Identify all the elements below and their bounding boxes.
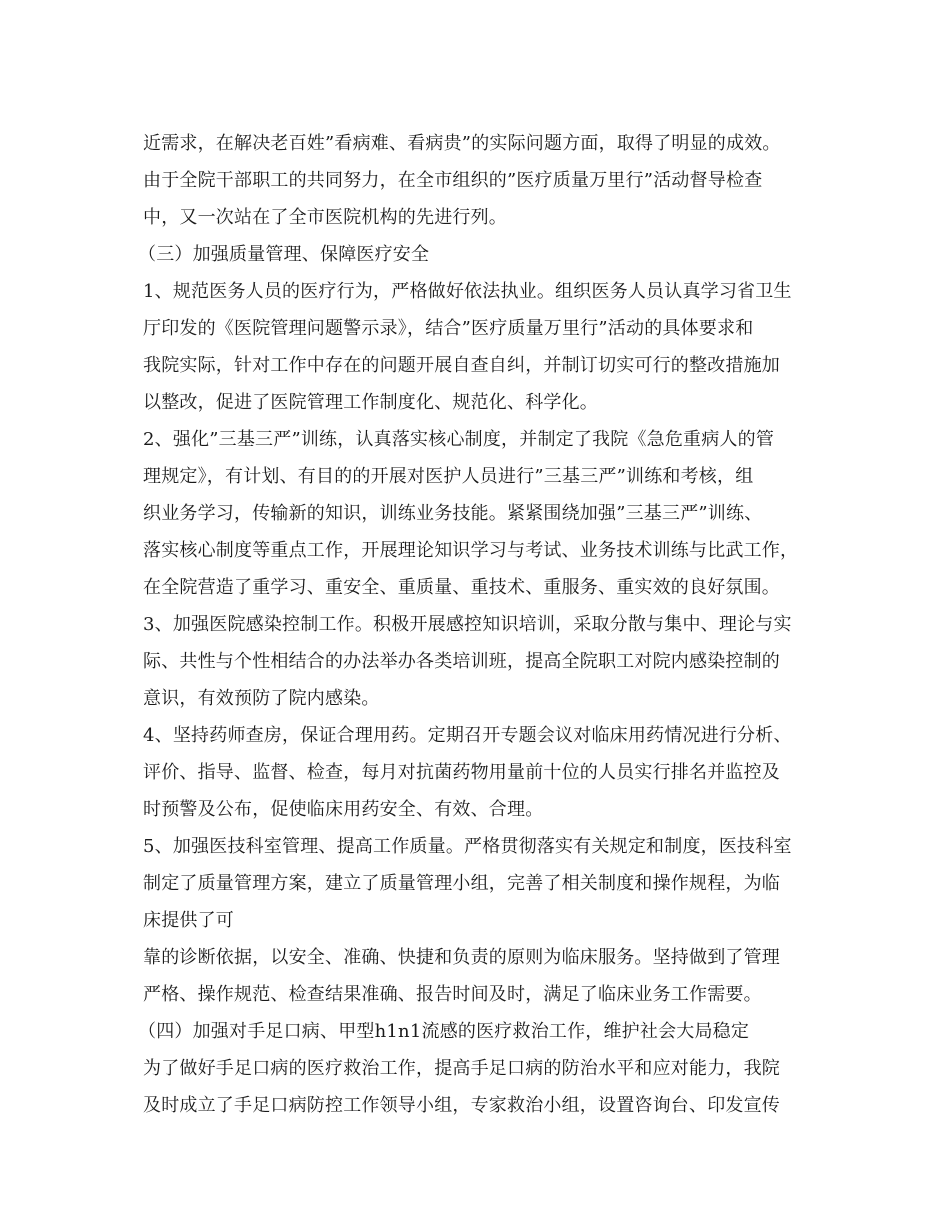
text-line: 评价、指导、监督、检查，每月对抗菌药物用量前十位的人员实行排名并监控及 — [143, 762, 780, 783]
text-line: 意识，有效预防了院内感染。 — [143, 688, 380, 709]
text-line: 严格、操作规范、检查结果准确、报告时间及时，满足了临床业务工作需要。 — [143, 984, 762, 1005]
text-line: 在全院营造了重学习、重安全、重质量、重技术、重服务、重实效的良好氛围。 — [143, 577, 780, 598]
text-line: 近需求，在解决老百姓”看病难、看病贵”的实际问题方面，取得了明显的成效。 — [143, 133, 781, 154]
text-line: 靠的诊断依据，以安全、准确、快捷和负责的原则为临床服务。坚持做到了管理 — [143, 947, 780, 968]
text-line: 2、强化”三基三严”训练，认真落实核心制度，并制定了我院《急危重病人的管 — [143, 429, 775, 450]
text-line: 及时成立了手足口病防控工作领导小组，专家救治小组，设置咨询台、印发宣传 — [143, 1095, 780, 1116]
text-line: 我院实际，针对工作中存在的问题开展自查自纠，并制订切实可行的整改措施加 — [143, 355, 780, 376]
text-line: 由于全院干部职工的共同努力，在全市组织的”医疗质量万里行”活动督导检查 — [143, 170, 763, 191]
text-line: 床提供了可 — [143, 910, 234, 931]
text-line: 制定了质量管理方案，建立了质量管理小组，完善了相关制度和操作规程，为临 — [143, 873, 780, 894]
text-line: 落实核心制度等重点工作，开展理论知识学习与考试、业务技术训练与比武工作， — [143, 540, 799, 561]
text-line: 时预警及公布，促使临床用药安全、有效、合理。 — [143, 799, 544, 820]
text-line: 中，又一次站在了全市医院机构的先进行列。 — [143, 207, 507, 228]
text-line: 4、坚持药师查房，保证合理用药。定期召开专题会议对临床用药情况进行分析、 — [143, 725, 792, 746]
text-line: 为了做好手足口病的医疗救治工作，提高手足口病的防治水平和应对能力，我院 — [143, 1058, 780, 1079]
text-line: 以整改，促进了医院管理工作制度化、规范化、科学化。 — [143, 392, 598, 413]
text-line: 织业务学习，传输新的知识，训练业务技能。紧紧围绕加强”三基三严”训练、 — [143, 503, 763, 524]
text-line: 5、加强医技科室管理、提高工作质量。严格贯彻落实有关规定和制度，医技科室 — [143, 836, 792, 857]
text-line: 厅印发的《医院管理问题警示录》，结合”医疗质量万里行”活动的具体要求和 — [143, 318, 754, 339]
text-line: 3、加强医院感染控制工作。积极开展感控知识培训，采取分散与集中、理论与实 — [143, 614, 792, 635]
section-heading: （三）加强质量管理、保障医疗安全 — [138, 244, 430, 265]
text-line: 际、共性与个性相结合的办法举办各类培训班，提高全院职工对院内感染控制的 — [143, 651, 780, 672]
text-line: 理规定》，有计划、有目的的开展对医护人员进行”三基三严”训练和考核，组 — [143, 466, 754, 487]
section-heading: （四）加强对手足口病、甲型h1n1流感的医疗救治工作，维护社会大局稳定 — [138, 1021, 750, 1042]
text-line: 1、规范医务人员的医疗行为，严格做好依法执业。组织医务人员认真学习省卫生 — [143, 281, 792, 302]
